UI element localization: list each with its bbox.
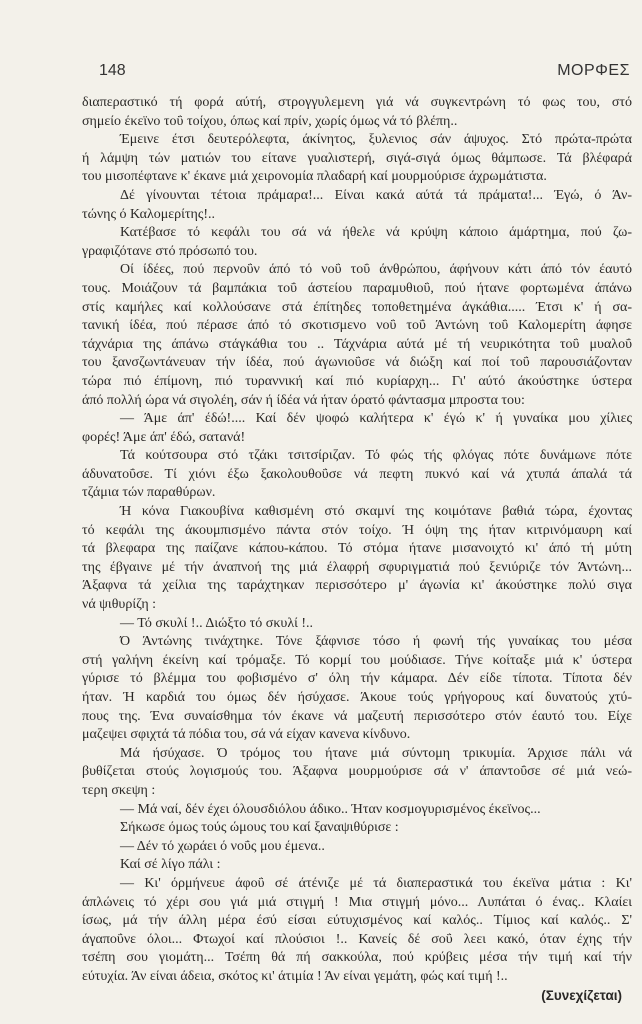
text-line: τό κεφάλι της άκουμπισμένο πάντα στόν τοίχο. Ή όψη της ήταν κιτρινόμαυρη καί: [82, 522, 632, 538]
text-line: τάχνάρια της άπάνω στάγκάθια του .. Τάχνάρια αύτά μέ τή νευρικότητα τοΰ μυαλοΰ: [82, 336, 632, 352]
text-line: Οί ίδέες, πού περνοΰν άπό τό νοΰ τοΰ άνθρώπου, άφήνουν κάτι άπό τόν έαυτό: [120, 262, 632, 278]
text-line: Σήκωσε όμως τούς ώμους του καί ξαναψιθύρισε :: [120, 820, 399, 836]
text-line: βυθίζεται στούς λογισμούς του. Άξαφνα μουρμούρισε σά ν' άπαντοΰσε σέ μιά νεώ-: [82, 764, 632, 780]
text-line: Τά κούτσουρα στό τζάκι τσιτσίριζαν. Τό φώς τής φλόγας πότε δυνάμωνε πότε: [120, 448, 632, 464]
paragraph: [82, 615, 632, 634]
text-line: γραφιζότανε στό πρόσωπό του.: [82, 243, 258, 259]
text-line: άδυνατοΰσε. Τί χιόνι έξω ξακολουθοΰσε νά πεφτη πυκνό καί νά χτυπά άπαλά τά: [82, 466, 632, 482]
text-line: Ό Άντώνης τινάχτηκε. Τόνε ξάφνισε τόσο ή φωνή τής γυναίκας του μέσα: [120, 634, 632, 650]
text-line: τερη σκεψη :: [82, 782, 156, 798]
text-line: — Δέν τό χωράει ό νοΰς μου έμενα..: [120, 838, 325, 854]
text-line: — Μά ναί, δέν έχει όλουσδιόλου άδικο.. Ήταν κοσμογυρισμένος έκεϊνος...: [120, 801, 541, 817]
text-line: μαζεψει σφιχτά τά πόδια του, σά νά είχαν κανενα κίνδυνο.: [82, 727, 411, 743]
text-line: του μισοπέφτανε κ' έκανε μιά χειρονομία πλαδαρή καί μουρμούρισε άχρωμάτιστα.: [82, 169, 547, 185]
text-line: Μά ήσύχασε. Ό τρόμος του ήτανε μιά σύντομη τρικυμία. Άρχισε πάλι νά: [120, 745, 632, 761]
text-line: Κατέβασε τό κεφάλι του σά νά ήθελε νά κρύψη κάποιο άμάρτημα, πού ζω-: [120, 225, 632, 241]
paragraph: [82, 131, 632, 187]
text-line: τους. Μοιάζουν τά βαμπάκια τοΰ άστείου παραμυθιοΰ, πού ήτανε φορτωμένα άπάνω: [82, 280, 632, 296]
paragraph: [82, 875, 632, 987]
text-line: Καί σέ λίγο πάλι :: [120, 857, 221, 873]
text-line: τά βλεφαρα της παίζανε κάπου-κάπου. Τό στόμα ήτανε μισανοιχτό κι' άπό τή μύτη: [82, 541, 632, 557]
text-line: διαπεραστικό τή φορά αύτή, στρογγυλεμενη γιά νά συγκεντρώνη τό φως του, στό: [82, 95, 632, 110]
text-line: τώνης ό Καλομερίτης!..: [82, 206, 216, 222]
text-line: Άξαφνα τά χείλια της ταράχτηκαν περισσότερο μ' άγωνία κι' άκούστηκε πολύ σιγα: [82, 578, 632, 594]
text-line: ή λάμψη τών ματιών του είτανε γυαλιστερή, σιγά-σιγά όμως θάμπωσε. Τά βλέφαρά: [82, 150, 632, 166]
text-line: τσέπη σου γιομάτη... Τσέπη θά πή σακκούλα, πού κρύβεις μέσα τήν τιμή καί τήν: [82, 950, 632, 966]
text-line: της έβγαινε μέ τήν άναπνοή της μιά έλαφρή σφυριγματιά πού ξενιύριζε τόν Άντώνη...: [82, 559, 632, 575]
text-line: του ξανσζωντάνευαν τήν ίδέα, πού άγωνιοΰσε νά διώξη καί ποί τοΰ παρουσιάζονταν: [82, 355, 632, 371]
text-line: νά ψιθυρίζη :: [82, 597, 157, 613]
paragraph: [82, 801, 632, 820]
text-line: ήταν. Ή καρδιά του όμως δέν ήσύχασε. Άκουε τούς γρήγορους καί δυνατούς χτύ-: [82, 690, 632, 705]
paragraph: [82, 503, 632, 615]
text-line: τανική ίδέα, πού πέρασε άπό τό σκοτισμενο νοΰ τοΰ Άντώνη τοΰ Καλομερίτη άφησε: [82, 318, 632, 334]
text-line: εύτυχία. Άν είναι άδεια, σκότος κι' άτιμία ! Άν είναι γεμάτη, φώς καί τιμή !..: [82, 968, 508, 984]
paragraph: [82, 410, 632, 447]
paragraph: [82, 447, 632, 503]
text-line: Δέ γίνουνται τέτοια πράμαρα!... Είναι κακά αύτά τά πράματα!... Έγώ, ό Άν-: [120, 187, 632, 203]
paragraph: [82, 838, 632, 857]
text-line: γύρισε τό βλέμμα του φοβισμένο σ' όλη τήν κάμαρα. Δέν είδε τίποτα. Τίποτα δέν: [82, 671, 632, 687]
paragraph: [82, 819, 632, 838]
text-line: στή γαλήνη έκείνη καί τρόμαξε. Τό κορμί του μούδιασε. Τήνε κοίταξε μιά κ' ύστερα: [82, 652, 632, 668]
text-line: άπό πολλή ώρα νά σιγολέη, σάν ή ίδέα νά ήταν όρατό φάντασμα μπροστα του:: [82, 392, 525, 408]
text-line: πους της. Ένα συναίσθημα τόν έκανε νά μαζευτή περισσότερο στόν έαυτό του. Είχε: [82, 708, 632, 724]
text-line: άπλώνεις τό χέρι σου γιά μιά στιγμή ! Μια στιγμή μόνο... Λυπάται ό ένας.. Κλαίει: [82, 894, 632, 910]
text-line: Έμεινε έτσι δευτερόλεφτα, άκίνητος, ξυλενιος σάν άψυχος. Στό πρώτα-πρώτα: [120, 132, 632, 148]
text-line: τώρα πιό έπίμονη, πιό τυραννική καί πιό κυρίαρχη... Γι' αύτό άκούστηκε ύστερα: [82, 373, 632, 389]
text-line: — Άμε άπ' έδώ!.... Καί δέν ψοφώ καλήτερα κ' έγώ κ' ή γυναίκα μου χίλιες: [120, 411, 632, 427]
paragraph: [82, 224, 632, 261]
paragraph: [82, 745, 632, 801]
article-body: [82, 94, 632, 1005]
paragraph: [82, 856, 632, 875]
text-line: φορές! Άμε άπ' έδώ, σατανά!: [82, 429, 246, 445]
text-line: — Κι' όρμήνευε άφοΰ σέ άτένιζε μέ τά διαπεραστικά του έκεϊνα μάτια : Κι': [120, 875, 632, 891]
paragraph: [82, 187, 632, 224]
text-line: άγαποΰνε όλοι... Φτωχοί καί πλούσιοι !.. Κανείς δέ σοΰ λεει κακό, όταν έχης τήν: [82, 931, 632, 947]
continued-label: (Συνεχίζεται): [541, 987, 622, 1003]
text-line: Ή κόνα Γιακουβίνα καθισμένη στό σκαμνί της κοιμότανε βαθιά τώρα, έχοντας: [120, 504, 632, 520]
journal-title: ΜΟΡΦΕΣ: [557, 62, 630, 79]
text-line: τζάμια τών παραθύρων.: [82, 485, 216, 501]
text-line: σημείο έκεϊνο τοΰ τοίχου, όπως καί πρίν, χωρίς όμως νά τό βλέπη..: [82, 113, 458, 129]
text-line: ίσως, μά τήν άλλη μέρα έσύ είσαι εύτυχισμένος καί καλός.. Τίμιος καί καλός.. Σ': [82, 913, 632, 929]
paragraph: [82, 94, 632, 131]
text-line: στίς καμήλες καί κολλούσανε στά έπίτηδες τοποθετημένα άγκάθια..... Έτσι κ' ή σα-: [82, 299, 632, 315]
paragraph: [82, 633, 632, 745]
text-line: — Τό σκυλί !.. Διώξτο τό σκυλί !..: [120, 615, 314, 631]
page-number: 148: [99, 62, 126, 79]
paragraph: [82, 261, 632, 410]
